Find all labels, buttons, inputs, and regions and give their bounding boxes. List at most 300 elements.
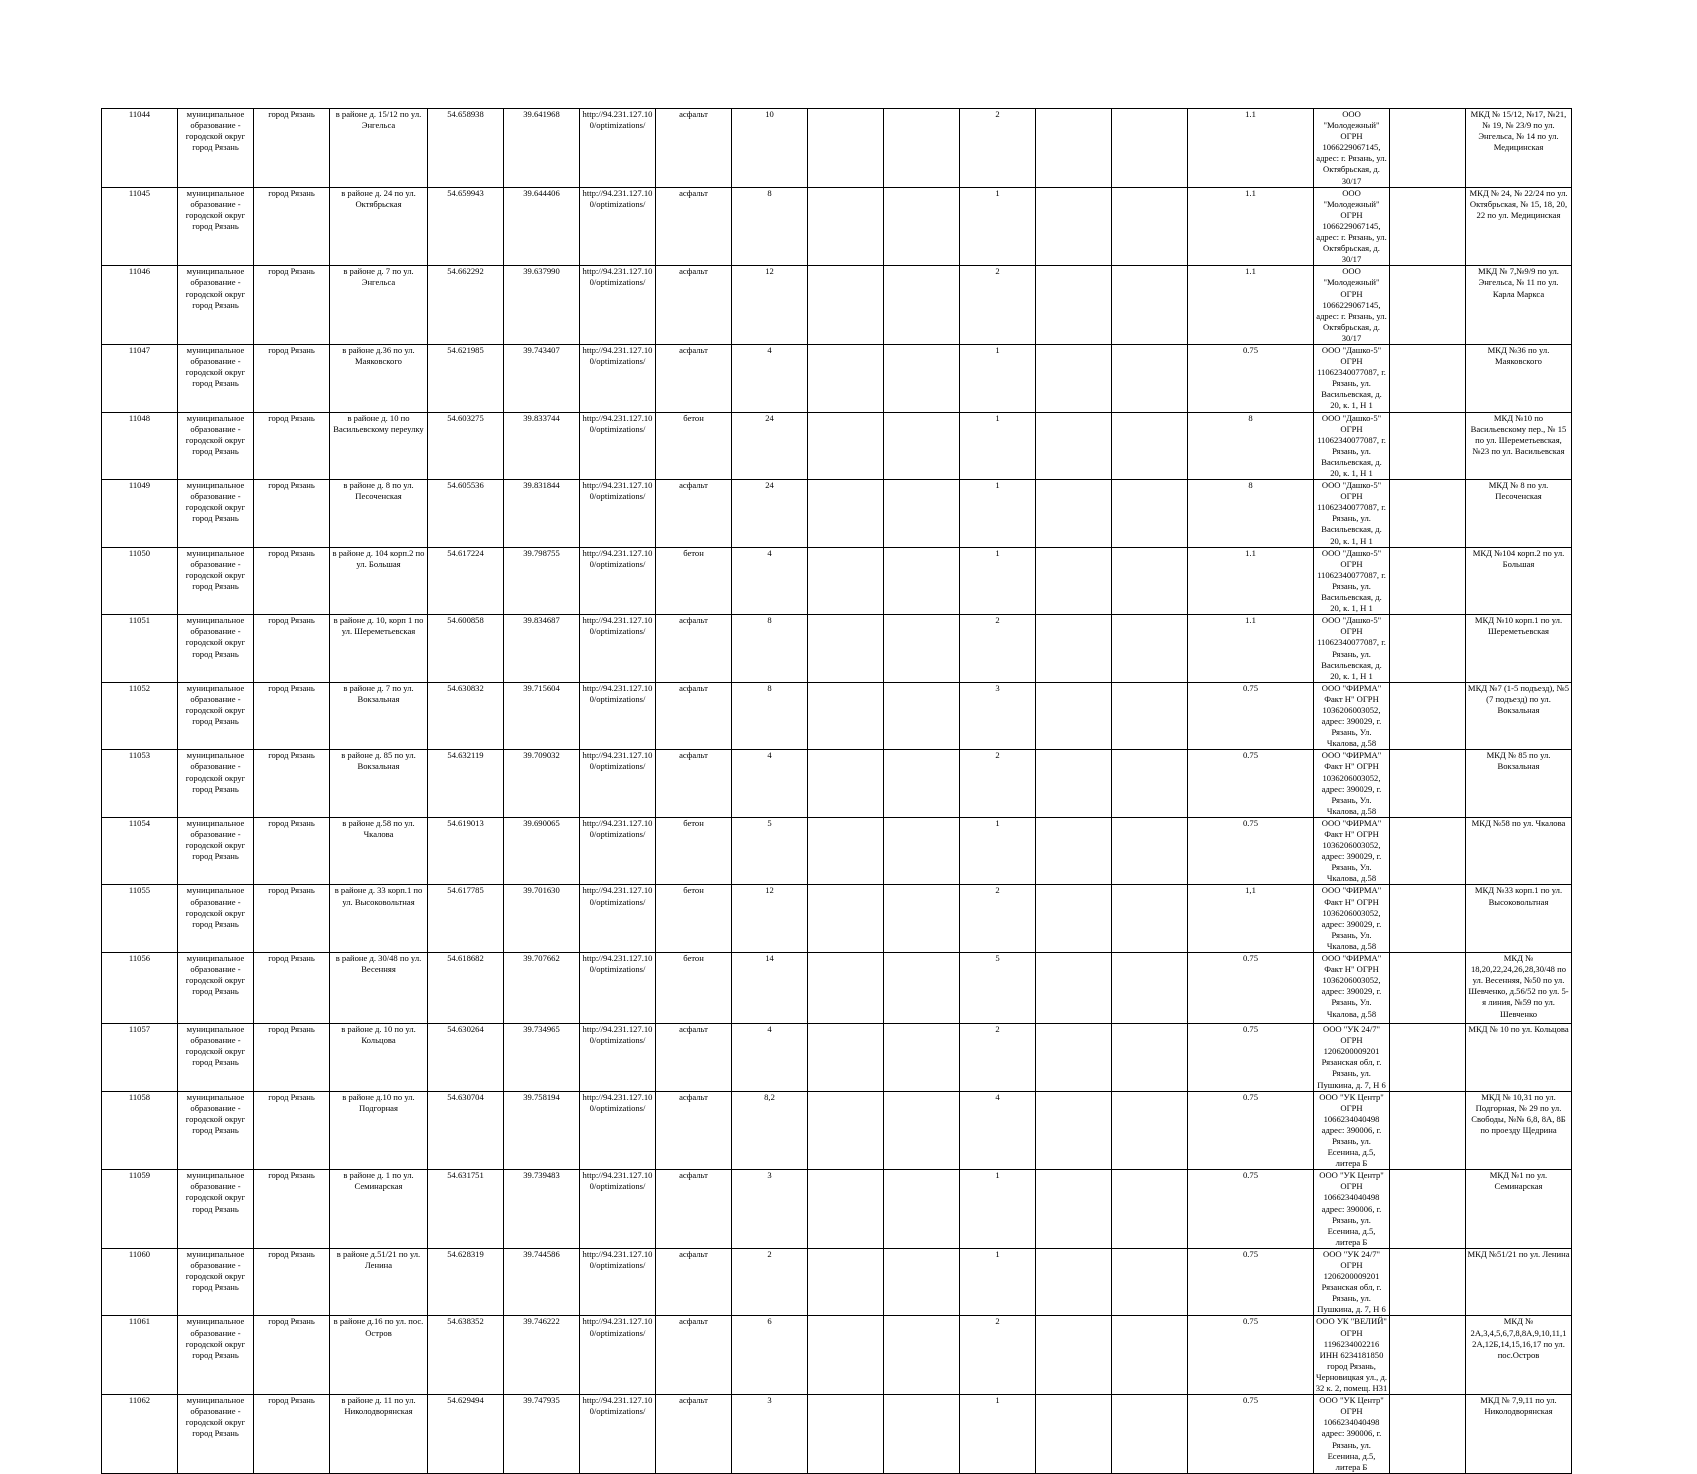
container-count-cell: 1 bbox=[960, 480, 1036, 548]
empty-cell bbox=[1036, 344, 1112, 412]
sources-cell: МКД №1 по ул. Семинарская bbox=[1466, 1170, 1572, 1249]
owner-cell: ООО "Дашко-5" ОГРН 11062340077087, г. Рязань, ул. Васильевская, д. 20, к. 1, Н 1 bbox=[1314, 480, 1390, 548]
container-count-cell: 2 bbox=[960, 885, 1036, 953]
map-link-cell: http://94.231.127.10 0/optimizations/ bbox=[580, 187, 656, 266]
owner-cell: ООО "ФИРМА" Факт Н" ОГРН 1036206003052, адрес: 390029, г. Рязань, Ул. Чкалова, д.58 bbox=[1314, 682, 1390, 750]
empty-cell bbox=[1112, 266, 1188, 345]
table-row bbox=[102, 187, 1572, 266]
location-cell: в районе д. 85 по ул. Вокзальная bbox=[330, 750, 428, 818]
site-id-cell: 11047 bbox=[102, 344, 178, 412]
container-count-cell: 2 bbox=[960, 1024, 1036, 1092]
longitude-cell: 39.758194 bbox=[504, 1091, 580, 1170]
table-row bbox=[102, 266, 1572, 345]
area-cell: 4 bbox=[732, 1024, 808, 1092]
empty-cell bbox=[1390, 750, 1466, 818]
surface-cell: бетон bbox=[656, 885, 732, 953]
empty-cell bbox=[808, 682, 884, 750]
sources-cell: МКД №10 корп.1 по ул. Шереметьевская bbox=[1466, 615, 1572, 683]
city-cell: город Рязань bbox=[254, 1395, 330, 1474]
owner-cell: ООО "Молодежный" ОГРН 1066229067145, адрес: г. Рязань, ул. Октябрьская, д. 30/17 bbox=[1314, 109, 1390, 188]
empty-cell bbox=[1390, 1248, 1466, 1316]
map-link-cell: http://94.231.127.10 0/optimizations/ bbox=[580, 109, 656, 188]
empty-cell bbox=[808, 1170, 884, 1249]
empty-cell bbox=[884, 1170, 960, 1249]
longitude-cell: 39.798755 bbox=[504, 547, 580, 615]
longitude-cell: 39.734965 bbox=[504, 1024, 580, 1092]
map-link-cell: http://94.231.127.10 0/optimizations/ bbox=[580, 266, 656, 345]
area-cell: 12 bbox=[732, 266, 808, 345]
empty-cell bbox=[884, 547, 960, 615]
empty-cell bbox=[1112, 344, 1188, 412]
municipality-cell: муниципальное образование - городской округ город Рязань bbox=[178, 344, 254, 412]
longitude-cell: 39.641968 bbox=[504, 109, 580, 188]
sources-cell: МКД №36 по ул. Маяковского bbox=[1466, 344, 1572, 412]
table-row bbox=[102, 412, 1572, 480]
surface-cell: асфальт bbox=[656, 344, 732, 412]
empty-cell bbox=[1036, 953, 1112, 1024]
empty-cell bbox=[1390, 1024, 1466, 1092]
area-cell: 4 bbox=[732, 547, 808, 615]
location-cell: в районе д. 10 по Васильевскому переулку bbox=[330, 412, 428, 480]
municipality-cell: муниципальное образование - городской округ город Рязань bbox=[178, 953, 254, 1024]
longitude-cell: 39.831844 bbox=[504, 480, 580, 548]
empty-cell bbox=[808, 547, 884, 615]
longitude-cell: 39.701630 bbox=[504, 885, 580, 953]
empty-cell bbox=[884, 1091, 960, 1170]
sources-cell: МКД № 7,9,11 по ул. Николодворянская bbox=[1466, 1395, 1572, 1474]
table-row bbox=[102, 344, 1572, 412]
latitude-cell: 54.630832 bbox=[428, 682, 504, 750]
empty-cell bbox=[1036, 480, 1112, 548]
empty-cell bbox=[808, 750, 884, 818]
sources-cell: МКД № 7,№9/9 по ул. Энгельса, № 11 по ул. Карла Маркса bbox=[1466, 266, 1572, 345]
city-cell: город Рязань bbox=[254, 187, 330, 266]
volume-cell: 0.75 bbox=[1188, 682, 1314, 750]
city-cell: город Рязань bbox=[254, 1091, 330, 1170]
site-id-cell: 11053 bbox=[102, 750, 178, 818]
owner-cell: ООО "Дашко-5" ОГРН 11062340077087, г. Рязань, ул. Васильевская, д. 20, к. 1, Н 1 bbox=[1314, 412, 1390, 480]
municipality-cell: муниципальное образование - городской округ город Рязань bbox=[178, 480, 254, 548]
owner-cell: ООО "УК Центр" ОГРН 1066234040498 адрес: 390006, г. Рязань, ул. Есенина, д.5, литера Б bbox=[1314, 1170, 1390, 1249]
empty-cell bbox=[1390, 615, 1466, 683]
volume-cell: 8 bbox=[1188, 412, 1314, 480]
surface-cell: бетон bbox=[656, 412, 732, 480]
surface-cell: бетон bbox=[656, 547, 732, 615]
empty-cell bbox=[1390, 412, 1466, 480]
volume-cell: 8 bbox=[1188, 480, 1314, 548]
city-cell: город Рязань bbox=[254, 480, 330, 548]
area-cell: 2 bbox=[732, 1248, 808, 1316]
empty-cell bbox=[1036, 1091, 1112, 1170]
area-cell: 4 bbox=[732, 344, 808, 412]
location-cell: в районе д. 15/12 по ул. Энгельса bbox=[330, 109, 428, 188]
location-cell: в районе д.36 по ул. Маяковского bbox=[330, 344, 428, 412]
table-row bbox=[102, 885, 1572, 953]
empty-cell bbox=[808, 266, 884, 345]
location-cell: в районе д. 8 по ул. Песоченская bbox=[330, 480, 428, 548]
location-cell: в районе д. 7 по ул. Вокзальная bbox=[330, 682, 428, 750]
sources-cell: МКД №104 корп.2 по ул. Большая bbox=[1466, 547, 1572, 615]
map-link-cell: http://94.231.127.10 0/optimizations/ bbox=[580, 344, 656, 412]
map-link-cell: http://94.231.127.10 0/optimizations/ bbox=[580, 953, 656, 1024]
empty-cell bbox=[1036, 266, 1112, 345]
volume-cell: 1.1 bbox=[1188, 266, 1314, 345]
area-cell: 24 bbox=[732, 412, 808, 480]
map-link-cell: http://94.231.127.10 0/optimizations/ bbox=[580, 1170, 656, 1249]
sources-cell: МКД № 2А,3,4,5,6,7,8,8А,9,10,11,1 2А,12Б,14,15,16,17 по ул. пос.Остров bbox=[1466, 1316, 1572, 1395]
empty-cell bbox=[1036, 412, 1112, 480]
empty-cell bbox=[884, 682, 960, 750]
empty-cell bbox=[808, 1316, 884, 1395]
volume-cell: 1.1 bbox=[1188, 187, 1314, 266]
owner-cell: ООО "УК Центр" ОГРН 1066234040498 адрес: 390006, г. Рязань, ул. Есенина, д.5, литера Б bbox=[1314, 1091, 1390, 1170]
city-cell: город Рязань bbox=[254, 344, 330, 412]
owner-cell: ООО "Молодежный" ОГРН 1066229067145, адрес: г. Рязань, ул. Октябрьская, д. 30/17 bbox=[1314, 266, 1390, 345]
owner-cell: ООО "ФИРМА" Факт Н" ОГРН 1036206003052, адрес: 390029, г. Рязань, Ул. Чкалова, д.58 bbox=[1314, 750, 1390, 818]
municipality-cell: муниципальное образование - городской округ город Рязань bbox=[178, 1024, 254, 1092]
area-cell: 8 bbox=[732, 615, 808, 683]
empty-cell bbox=[808, 817, 884, 885]
empty-cell bbox=[1036, 1316, 1112, 1395]
volume-cell: 0.75 bbox=[1188, 1316, 1314, 1395]
empty-cell bbox=[884, 480, 960, 548]
owner-cell: ООО "ФИРМА" Факт Н" ОГРН 1036206003052, адрес: 390029, г. Рязань, Ул. Чкалова, д.58 bbox=[1314, 885, 1390, 953]
municipality-cell: муниципальное образование - городской округ город Рязань bbox=[178, 1091, 254, 1170]
empty-cell bbox=[884, 953, 960, 1024]
city-cell: город Рязань bbox=[254, 615, 330, 683]
city-cell: город Рязань bbox=[254, 547, 330, 615]
municipality-cell: муниципальное образование - городской округ город Рязань bbox=[178, 885, 254, 953]
longitude-cell: 39.644406 bbox=[504, 187, 580, 266]
table-row bbox=[102, 1395, 1572, 1474]
longitude-cell: 39.707662 bbox=[504, 953, 580, 1024]
surface-cell: асфальт bbox=[656, 480, 732, 548]
latitude-cell: 54.631751 bbox=[428, 1170, 504, 1249]
surface-cell: асфальт bbox=[656, 750, 732, 818]
empty-cell bbox=[808, 187, 884, 266]
site-id-cell: 11052 bbox=[102, 682, 178, 750]
area-cell: 10 bbox=[732, 109, 808, 188]
table-row bbox=[102, 615, 1572, 683]
area-cell: 8 bbox=[732, 187, 808, 266]
empty-cell bbox=[1036, 187, 1112, 266]
sources-cell: МКД № 18,20,22,24,26,28,30/48 по ул. Весенняя, №50 по ул. Шевченко, д.56/52 по ул. 5-я линия, №59 по ул. Шевченко bbox=[1466, 953, 1572, 1024]
map-link-cell: http://94.231.127.10 0/optimizations/ bbox=[580, 1091, 656, 1170]
empty-cell bbox=[1390, 266, 1466, 345]
volume-cell: 1,1 bbox=[1188, 885, 1314, 953]
empty-cell bbox=[1390, 885, 1466, 953]
site-id-cell: 11057 bbox=[102, 1024, 178, 1092]
empty-cell bbox=[1036, 109, 1112, 188]
site-id-cell: 11061 bbox=[102, 1316, 178, 1395]
location-cell: в районе д. 30/48 по ул. Весенняя bbox=[330, 953, 428, 1024]
location-cell: в районе д. 7 по ул. Энгельса bbox=[330, 266, 428, 345]
empty-cell bbox=[1112, 1395, 1188, 1474]
longitude-cell: 39.746222 bbox=[504, 1316, 580, 1395]
map-link-cell: http://94.231.127.10 0/optimizations/ bbox=[580, 615, 656, 683]
sources-cell: МКД № 8 по ул. Песоченская bbox=[1466, 480, 1572, 548]
municipality-cell: муниципальное образование - городской округ город Рязань bbox=[178, 187, 254, 266]
empty-cell bbox=[1390, 1170, 1466, 1249]
surface-cell: асфальт bbox=[656, 1170, 732, 1249]
municipality-cell: муниципальное образование - городской округ город Рязань bbox=[178, 1395, 254, 1474]
municipality-cell: муниципальное образование - городской округ город Рязань bbox=[178, 615, 254, 683]
table-row bbox=[102, 1091, 1572, 1170]
empty-cell bbox=[808, 109, 884, 188]
site-id-cell: 11049 bbox=[102, 480, 178, 548]
site-id-cell: 11046 bbox=[102, 266, 178, 345]
latitude-cell: 54.662292 bbox=[428, 266, 504, 345]
map-link-cell: http://94.231.127.10 0/optimizations/ bbox=[580, 480, 656, 548]
empty-cell bbox=[884, 615, 960, 683]
city-cell: город Рязань bbox=[254, 682, 330, 750]
empty-cell bbox=[1112, 1316, 1188, 1395]
site-id-cell: 11056 bbox=[102, 953, 178, 1024]
empty-cell bbox=[884, 1395, 960, 1474]
empty-cell bbox=[1112, 109, 1188, 188]
container-count-cell: 1 bbox=[960, 817, 1036, 885]
empty-cell bbox=[808, 885, 884, 953]
volume-cell: 0.75 bbox=[1188, 1170, 1314, 1249]
owner-cell: ООО "ФИРМА" Факт Н" ОГРН 1036206003052, адрес: 390029, г. Рязань, Ул. Чкалова, д.58 bbox=[1314, 817, 1390, 885]
table-row bbox=[102, 1248, 1572, 1316]
latitude-cell: 54.638352 bbox=[428, 1316, 504, 1395]
surface-cell: асфальт bbox=[656, 266, 732, 345]
table-row bbox=[102, 109, 1572, 188]
city-cell: город Рязань bbox=[254, 885, 330, 953]
volume-cell: 0.75 bbox=[1188, 750, 1314, 818]
empty-cell bbox=[1390, 187, 1466, 266]
empty-cell bbox=[1390, 547, 1466, 615]
latitude-cell: 54.603275 bbox=[428, 412, 504, 480]
area-cell: 3 bbox=[732, 1395, 808, 1474]
empty-cell bbox=[884, 412, 960, 480]
surface-cell: асфальт bbox=[656, 187, 732, 266]
location-cell: в районе д. 33 корп.1 по ул. Высоковольтная bbox=[330, 885, 428, 953]
surface-cell: бетон bbox=[656, 953, 732, 1024]
container-count-cell: 2 bbox=[960, 266, 1036, 345]
surface-cell: бетон bbox=[656, 817, 732, 885]
empty-cell bbox=[1112, 953, 1188, 1024]
area-cell: 12 bbox=[732, 885, 808, 953]
municipality-cell: муниципальное образование - городской округ город Рязань bbox=[178, 547, 254, 615]
sources-cell: МКД №7 (1-5 подъезд), №5 (7 подъезд) по ул. Вокзальная bbox=[1466, 682, 1572, 750]
longitude-cell: 39.637990 bbox=[504, 266, 580, 345]
city-cell: город Рязань bbox=[254, 1024, 330, 1092]
municipality-cell: муниципальное образование - городской округ город Рязань bbox=[178, 1316, 254, 1395]
container-count-cell: 2 bbox=[960, 1316, 1036, 1395]
latitude-cell: 54.605536 bbox=[428, 480, 504, 548]
empty-cell bbox=[1036, 1170, 1112, 1249]
empty-cell bbox=[1112, 1170, 1188, 1249]
latitude-cell: 54.630704 bbox=[428, 1091, 504, 1170]
table-body bbox=[102, 109, 1572, 1474]
longitude-cell: 39.833744 bbox=[504, 412, 580, 480]
owner-cell: ООО "ФИРМА" Факт Н" ОГРН 1036206003052, адрес: 390029, г. Рязань, Ул. Чкалова, д.58 bbox=[1314, 953, 1390, 1024]
surface-cell: асфальт bbox=[656, 1395, 732, 1474]
waste-sites-table bbox=[101, 108, 1572, 1474]
empty-cell bbox=[1036, 615, 1112, 683]
city-cell: город Рязань bbox=[254, 1170, 330, 1249]
municipality-cell: муниципальное образование - городской округ город Рязань bbox=[178, 817, 254, 885]
empty-cell bbox=[1390, 1316, 1466, 1395]
empty-cell bbox=[808, 1395, 884, 1474]
municipality-cell: муниципальное образование - городской округ город Рязань bbox=[178, 109, 254, 188]
container-count-cell: 2 bbox=[960, 615, 1036, 683]
owner-cell: ООО "Дашко-5" ОГРН 11062340077087, г. Рязань, ул. Васильевская, д. 20, к. 1, Н 1 bbox=[1314, 344, 1390, 412]
site-id-cell: 11044 bbox=[102, 109, 178, 188]
empty-cell bbox=[1390, 109, 1466, 188]
map-link-cell: http://94.231.127.10 0/optimizations/ bbox=[580, 750, 656, 818]
location-cell: в районе д.16 по ул. пос. Остров bbox=[330, 1316, 428, 1395]
map-link-cell: http://94.231.127.10 0/optimizations/ bbox=[580, 1248, 656, 1316]
empty-cell bbox=[884, 187, 960, 266]
longitude-cell: 39.834687 bbox=[504, 615, 580, 683]
empty-cell bbox=[1036, 682, 1112, 750]
owner-cell: ООО "УК 24/7" ОГРН 1206200009201 Рязанская обл, г. Рязань, ул. Пушкина, д. 7, Н 6 bbox=[1314, 1024, 1390, 1092]
empty-cell bbox=[884, 1024, 960, 1092]
empty-cell bbox=[1112, 885, 1188, 953]
empty-cell bbox=[1036, 547, 1112, 615]
area-cell: 24 bbox=[732, 480, 808, 548]
area-cell: 5 bbox=[732, 817, 808, 885]
container-count-cell: 5 bbox=[960, 953, 1036, 1024]
sources-cell: МКД № 10,31 по ул. Подгорная, № 29 по ул. Свободы, №№ 6,8, 8А, 8Б по проезду Щедрина bbox=[1466, 1091, 1572, 1170]
empty-cell bbox=[1036, 1248, 1112, 1316]
longitude-cell: 39.744586 bbox=[504, 1248, 580, 1316]
site-id-cell: 11055 bbox=[102, 885, 178, 953]
empty-cell bbox=[808, 412, 884, 480]
table-row bbox=[102, 547, 1572, 615]
empty-cell bbox=[884, 750, 960, 818]
location-cell: в районе д. 104 корп.2 по ул. Большая bbox=[330, 547, 428, 615]
empty-cell bbox=[1112, 1091, 1188, 1170]
table-row bbox=[102, 1024, 1572, 1092]
table-row bbox=[102, 480, 1572, 548]
latitude-cell: 54.617224 bbox=[428, 547, 504, 615]
empty-cell bbox=[1036, 1024, 1112, 1092]
sources-cell: МКД № 24, № 22/24 по ул. Октябрьская, № 15, 18, 20, 22 по ул. Медицинская bbox=[1466, 187, 1572, 266]
container-count-cell: 3 bbox=[960, 682, 1036, 750]
volume-cell: 0.75 bbox=[1188, 1091, 1314, 1170]
volume-cell: 0.75 bbox=[1188, 344, 1314, 412]
surface-cell: асфальт bbox=[656, 615, 732, 683]
longitude-cell: 39.743407 bbox=[504, 344, 580, 412]
empty-cell bbox=[808, 480, 884, 548]
city-cell: город Рязань bbox=[254, 750, 330, 818]
sources-cell: МКД №10 по Васильевскому пер., № 15 по ул. Шереметьевская, №23 по ул. Васильевская bbox=[1466, 412, 1572, 480]
site-id-cell: 11045 bbox=[102, 187, 178, 266]
container-count-cell: 1 bbox=[960, 1395, 1036, 1474]
latitude-cell: 54.600858 bbox=[428, 615, 504, 683]
empty-cell bbox=[1390, 682, 1466, 750]
location-cell: в районе д.10 по ул. Подгорная bbox=[330, 1091, 428, 1170]
city-cell: город Рязань bbox=[254, 1316, 330, 1395]
empty-cell bbox=[1112, 547, 1188, 615]
city-cell: город Рязань bbox=[254, 1248, 330, 1316]
table-row bbox=[102, 953, 1572, 1024]
empty-cell bbox=[1112, 1024, 1188, 1092]
municipality-cell: муниципальное образование - городской округ город Рязань bbox=[178, 1170, 254, 1249]
site-id-cell: 11051 bbox=[102, 615, 178, 683]
container-count-cell: 4 bbox=[960, 1091, 1036, 1170]
location-cell: в районе д. 10 по ул. Кольцова bbox=[330, 1024, 428, 1092]
site-id-cell: 11054 bbox=[102, 817, 178, 885]
city-cell: город Рязань bbox=[254, 109, 330, 188]
table-row bbox=[102, 1316, 1572, 1395]
map-link-cell: http://94.231.127.10 0/optimizations/ bbox=[580, 1395, 656, 1474]
longitude-cell: 39.739483 bbox=[504, 1170, 580, 1249]
map-link-cell: http://94.231.127.10 0/optimizations/ bbox=[580, 682, 656, 750]
empty-cell bbox=[884, 817, 960, 885]
site-id-cell: 11048 bbox=[102, 412, 178, 480]
empty-cell bbox=[1390, 1395, 1466, 1474]
empty-cell bbox=[808, 344, 884, 412]
area-cell: 8 bbox=[732, 682, 808, 750]
latitude-cell: 54.621985 bbox=[428, 344, 504, 412]
latitude-cell: 54.630264 bbox=[428, 1024, 504, 1092]
sources-cell: МКД №51/21 по ул. Ленина bbox=[1466, 1248, 1572, 1316]
surface-cell: асфальт bbox=[656, 682, 732, 750]
empty-cell bbox=[1390, 953, 1466, 1024]
latitude-cell: 54.619013 bbox=[428, 817, 504, 885]
owner-cell: ООО УК "ВЕЛИЙ" ОГРН 1196234002216 ИНН 6234181850 город Рязань, Черновицкая ул., д. 32 к. 2, помещ. Н31 bbox=[1314, 1316, 1390, 1395]
empty-cell bbox=[1112, 1248, 1188, 1316]
municipality-cell: муниципальное образование - городской округ город Рязань bbox=[178, 682, 254, 750]
surface-cell: асфальт bbox=[656, 1316, 732, 1395]
city-cell: город Рязань bbox=[254, 412, 330, 480]
latitude-cell: 54.618682 bbox=[428, 953, 504, 1024]
area-cell: 6 bbox=[732, 1316, 808, 1395]
surface-cell: асфальт bbox=[656, 1024, 732, 1092]
empty-cell bbox=[1036, 885, 1112, 953]
municipality-cell: муниципальное образование - городской округ город Рязань bbox=[178, 412, 254, 480]
area-cell: 8,2 bbox=[732, 1091, 808, 1170]
empty-cell bbox=[884, 344, 960, 412]
location-cell: в районе д.58 по ул. Чкалова bbox=[330, 817, 428, 885]
container-count-cell: 2 bbox=[960, 109, 1036, 188]
empty-cell bbox=[1112, 817, 1188, 885]
map-link-cell: http://94.231.127.10 0/optimizations/ bbox=[580, 817, 656, 885]
owner-cell: ООО "Молодежный" ОГРН 1066229067145, адрес: г. Рязань, ул. Октябрьская, д. 30/17 bbox=[1314, 187, 1390, 266]
empty-cell bbox=[1036, 750, 1112, 818]
latitude-cell: 54.628319 bbox=[428, 1248, 504, 1316]
location-cell: в районе д. 10, корп 1 по ул. Шереметьевская bbox=[330, 615, 428, 683]
location-cell: в районе д.51/21 по ул. Ленина bbox=[330, 1248, 428, 1316]
empty-cell bbox=[1390, 1091, 1466, 1170]
site-id-cell: 11062 bbox=[102, 1395, 178, 1474]
sources-cell: МКД № 15/12, №17, №21, № 19, № 23/9 по ул. Энгельса, № 14 по ул. Медицинская bbox=[1466, 109, 1572, 188]
empty-cell bbox=[884, 885, 960, 953]
map-link-cell: http://94.231.127.10 0/optimizations/ bbox=[580, 885, 656, 953]
location-cell: в районе д. 24 по ул. Октябрьская bbox=[330, 187, 428, 266]
empty-cell bbox=[808, 615, 884, 683]
owner-cell: ООО "Дашко-5" ОГРН 11062340077087, г. Рязань, ул. Васильевская, д. 20, к. 1, Н 1 bbox=[1314, 547, 1390, 615]
container-count-cell: 1 bbox=[960, 412, 1036, 480]
owner-cell: ООО "Дашко-5" ОГРН 11062340077087, г. Рязань, ул. Васильевская, д. 20, к. 1, Н 1 bbox=[1314, 615, 1390, 683]
container-count-cell: 2 bbox=[960, 750, 1036, 818]
latitude-cell: 54.629494 bbox=[428, 1395, 504, 1474]
surface-cell: асфальт bbox=[656, 1248, 732, 1316]
sources-cell: МКД № 10 по ул. Кольцова bbox=[1466, 1024, 1572, 1092]
empty-cell bbox=[884, 1316, 960, 1395]
site-id-cell: 11059 bbox=[102, 1170, 178, 1249]
empty-cell bbox=[1036, 1395, 1112, 1474]
city-cell: город Рязань bbox=[254, 266, 330, 345]
volume-cell: 0.75 bbox=[1188, 817, 1314, 885]
volume-cell: 0.75 bbox=[1188, 953, 1314, 1024]
empty-cell bbox=[884, 1248, 960, 1316]
